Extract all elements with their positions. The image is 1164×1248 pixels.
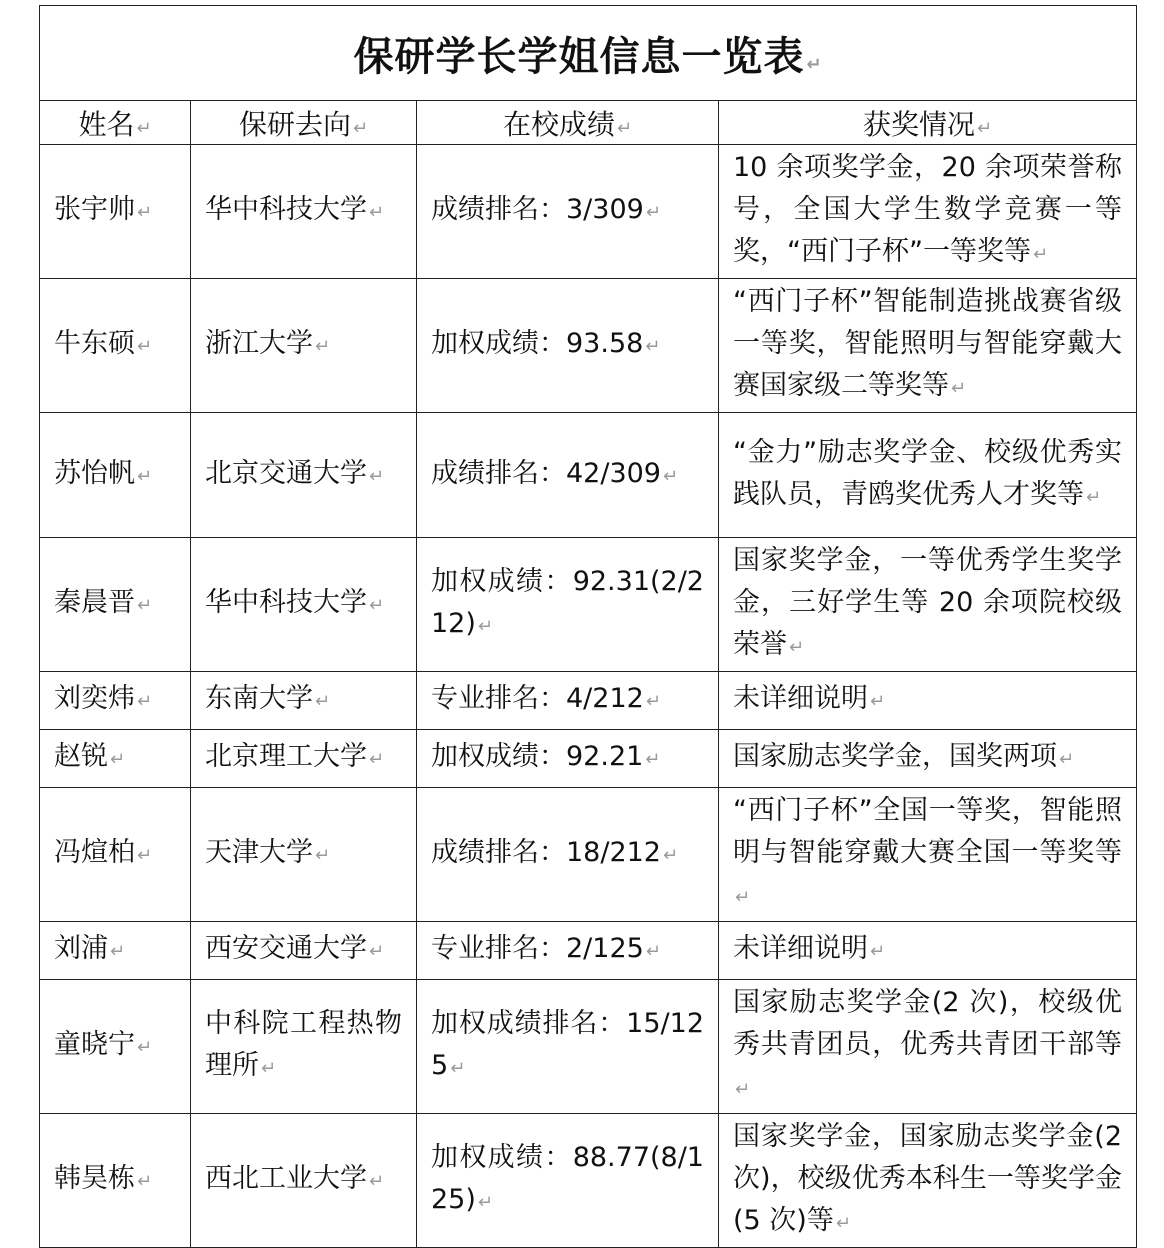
student-name: 张宇帅	[54, 194, 135, 225]
destination-text: 北京交通大学	[205, 457, 367, 489]
student-name: 童晓宁	[54, 1029, 135, 1060]
destination-text: 浙江大学	[205, 328, 313, 359]
info-table	[39, 5, 1137, 1248]
awards-text: “西门子杯”全国一等奖，智能照明与智能穿戴大赛全国一等奖等	[733, 795, 1123, 868]
awards-cell	[719, 538, 1137, 672]
grades-text: 专业排名：4/212	[431, 683, 644, 714]
grades-cell	[417, 672, 719, 730]
destination-cell	[191, 279, 417, 413]
student-name: 赵锐	[54, 741, 108, 772]
destination-cell	[191, 538, 417, 672]
grades-text: 成绩排名：3/309	[431, 194, 644, 225]
name-cell	[40, 672, 191, 730]
paragraph-mark-icon: ↵	[951, 378, 967, 399]
destination-cell	[191, 922, 417, 980]
destination-cell	[191, 730, 417, 788]
destination-text: 华中科技大学	[205, 194, 367, 225]
paragraph-mark-icon: ↵	[477, 1192, 493, 1213]
awards-cell	[719, 413, 1137, 538]
destination-cell	[191, 980, 417, 1114]
grades-cell	[417, 413, 719, 538]
paragraph-mark-icon: ↵	[870, 941, 886, 962]
grades-cell	[417, 922, 719, 980]
paragraph-mark-icon: ↵	[369, 202, 385, 223]
paragraph-mark-icon: ↵	[645, 336, 661, 357]
student-name: 秦晨晋	[54, 587, 135, 618]
grades-cell	[417, 279, 719, 413]
student-name: 刘奕炜	[54, 683, 135, 714]
paragraph-mark-icon: ↵	[645, 202, 661, 223]
header-awards-text: 获奖情况	[862, 107, 975, 141]
paragraph-mark-icon: ↵	[1059, 749, 1075, 770]
awards-text: “西门子杯”智能制造挑战赛省级一等奖，智能照明与智能穿戴大赛国家级二等奖等	[733, 286, 1123, 401]
destination-text: 中科院工程热物理所	[205, 1008, 402, 1081]
awards-text: 国家励志奖学金(2 次)，校级优秀共青团员，优秀共青团干部等	[733, 987, 1123, 1060]
header-destination-text: 保研去向	[238, 107, 351, 141]
paragraph-mark-icon: ↵	[137, 845, 153, 866]
paragraph-mark-icon: ↵	[735, 1079, 751, 1100]
student-name: 苏怡帆	[54, 457, 135, 489]
paragraph-mark-icon: ↵	[137, 336, 153, 357]
awards-text: 国家奖学金，国家励志奖学金(2 次)，校级优秀本科生一等奖学金(5 次)等	[733, 1121, 1123, 1236]
paragraph-mark-icon: ↵	[663, 845, 679, 866]
paragraph-mark-icon: ↵	[137, 202, 153, 223]
paragraph-mark-icon: ↵	[835, 1213, 851, 1234]
grades-text: 成绩排名：18/212	[431, 837, 661, 868]
paragraph-mark-icon: ↵	[369, 749, 385, 770]
paragraph-mark-icon: ↵	[137, 691, 153, 712]
awards-text: “金力”励志奖学金、校级优秀实践队员，青鸥奖优秀人才奖等	[733, 436, 1123, 510]
header-name-text: 姓名	[78, 107, 135, 141]
header-name	[40, 101, 191, 145]
paragraph-mark-icon: ↵	[137, 1037, 153, 1058]
header-destination	[191, 101, 417, 145]
grades-cell	[417, 730, 719, 788]
paragraph-mark-icon: ↵	[369, 1171, 385, 1192]
table-row	[40, 413, 1137, 538]
paragraph-mark-icon: ↵	[110, 941, 126, 962]
awards-text: 国家奖学金，一等优秀学生奖学金，三好学生等 20 余项院校级荣誉	[733, 545, 1123, 660]
header-grades	[417, 101, 719, 145]
student-name: 冯煊柏	[54, 837, 135, 868]
grades-cell	[417, 788, 719, 922]
paragraph-mark-icon: ↵	[1086, 486, 1102, 508]
grades-cell	[417, 980, 719, 1114]
paragraph-mark-icon: ↵	[806, 53, 823, 75]
awards-text: 国家励志奖学金，国奖两项	[733, 741, 1057, 772]
awards-cell	[719, 279, 1137, 413]
paragraph-mark-icon: ↵	[137, 595, 153, 616]
paragraph-mark-icon: ↵	[369, 941, 385, 962]
destination-cell	[191, 145, 417, 279]
grades-text: 加权成绩：92.21	[431, 741, 644, 772]
awards-cell	[719, 730, 1137, 788]
awards-cell	[719, 788, 1137, 922]
table-row	[40, 922, 1137, 980]
paragraph-mark-icon: ↵	[870, 691, 886, 712]
student-name: 刘浦	[54, 933, 108, 964]
paragraph-mark-icon: ↵	[450, 1058, 466, 1079]
name-cell	[40, 538, 191, 672]
table-row	[40, 1114, 1137, 1248]
grades-cell	[417, 145, 719, 279]
destination-text: 西北工业大学	[205, 1163, 367, 1194]
destination-cell	[191, 413, 417, 538]
paragraph-mark-icon: ↵	[110, 749, 126, 770]
paragraph-mark-icon: ↵	[735, 887, 751, 908]
paragraph-mark-icon: ↵	[369, 595, 385, 616]
grades-text: 加权成绩：92.31(2/212)	[431, 566, 704, 639]
paragraph-mark-icon: ↵	[976, 117, 993, 139]
table-row	[40, 788, 1137, 922]
name-cell	[40, 413, 191, 538]
header-row	[40, 101, 1137, 145]
awards-text: 未详细说明	[733, 683, 868, 714]
destination-text: 天津大学	[205, 837, 313, 868]
paragraph-mark-icon: ↵	[645, 691, 661, 712]
destination-cell	[191, 672, 417, 730]
table-title-cell	[40, 6, 1137, 101]
awards-cell	[719, 922, 1137, 980]
name-cell	[40, 980, 191, 1114]
table-row	[40, 730, 1137, 788]
grades-text: 加权成绩：93.58	[431, 328, 644, 359]
paragraph-mark-icon: ↵	[477, 616, 493, 637]
grades-cell	[417, 1114, 719, 1248]
paragraph-mark-icon: ↵	[136, 117, 152, 139]
table-title: 保研学长学姐信息一览表	[353, 33, 805, 80]
destination-text: 东南大学	[205, 683, 313, 714]
awards-cell	[719, 1114, 1137, 1248]
paragraph-mark-icon: ↵	[645, 941, 661, 962]
paragraph-mark-icon: ↵	[645, 749, 661, 770]
grades-text: 加权成绩排名：15/125	[431, 1008, 704, 1081]
table-row	[40, 672, 1137, 730]
name-cell	[40, 730, 191, 788]
awards-text: 10 余项奖学金，20 余项荣誉称号，全国大学生数学竞赛一等奖，“西门子杯”一等奖等	[733, 152, 1123, 267]
paragraph-mark-icon: ↵	[315, 336, 331, 357]
title-row	[40, 6, 1137, 101]
destination-cell	[191, 1114, 417, 1248]
paragraph-mark-icon: ↵	[137, 1171, 153, 1192]
destination-text: 北京理工大学	[205, 741, 367, 772]
table-row	[40, 538, 1137, 672]
paragraph-mark-icon: ↵	[137, 465, 153, 487]
student-name: 韩昊栋	[54, 1163, 135, 1194]
paragraph-mark-icon: ↵	[789, 637, 805, 658]
grades-cell	[417, 538, 719, 672]
header-awards	[719, 101, 1137, 145]
paragraph-mark-icon: ↵	[261, 1058, 277, 1079]
student-name: 牛东硕	[54, 328, 135, 359]
paragraph-mark-icon: ↵	[1032, 244, 1049, 265]
grades-text: 专业排名：2/125	[431, 933, 644, 964]
table-row	[40, 279, 1137, 413]
table-row	[40, 980, 1137, 1114]
name-cell	[40, 279, 191, 413]
paragraph-mark-icon: ↵	[369, 465, 385, 487]
paragraph-mark-icon: ↵	[616, 117, 633, 139]
awards-cell	[719, 672, 1137, 730]
name-cell	[40, 1114, 191, 1248]
paragraph-mark-icon: ↵	[663, 465, 679, 487]
paragraph-mark-icon: ↵	[315, 845, 331, 866]
paragraph-mark-icon: ↵	[315, 691, 331, 712]
destination-text: 西安交通大学	[205, 933, 367, 964]
awards-cell	[719, 980, 1137, 1114]
header-grades-text: 在校成绩	[502, 107, 615, 141]
grades-text: 加权成绩：88.77(8/125)	[431, 1142, 704, 1215]
grades-text: 成绩排名：42/309	[431, 457, 661, 489]
paragraph-mark-icon: ↵	[352, 117, 369, 139]
name-cell	[40, 788, 191, 922]
destination-text: 华中科技大学	[205, 587, 367, 618]
table-row	[40, 145, 1137, 279]
name-cell	[40, 922, 191, 980]
name-cell	[40, 145, 191, 279]
awards-text: 未详细说明	[733, 933, 868, 964]
destination-cell	[191, 788, 417, 922]
awards-cell	[719, 145, 1137, 279]
